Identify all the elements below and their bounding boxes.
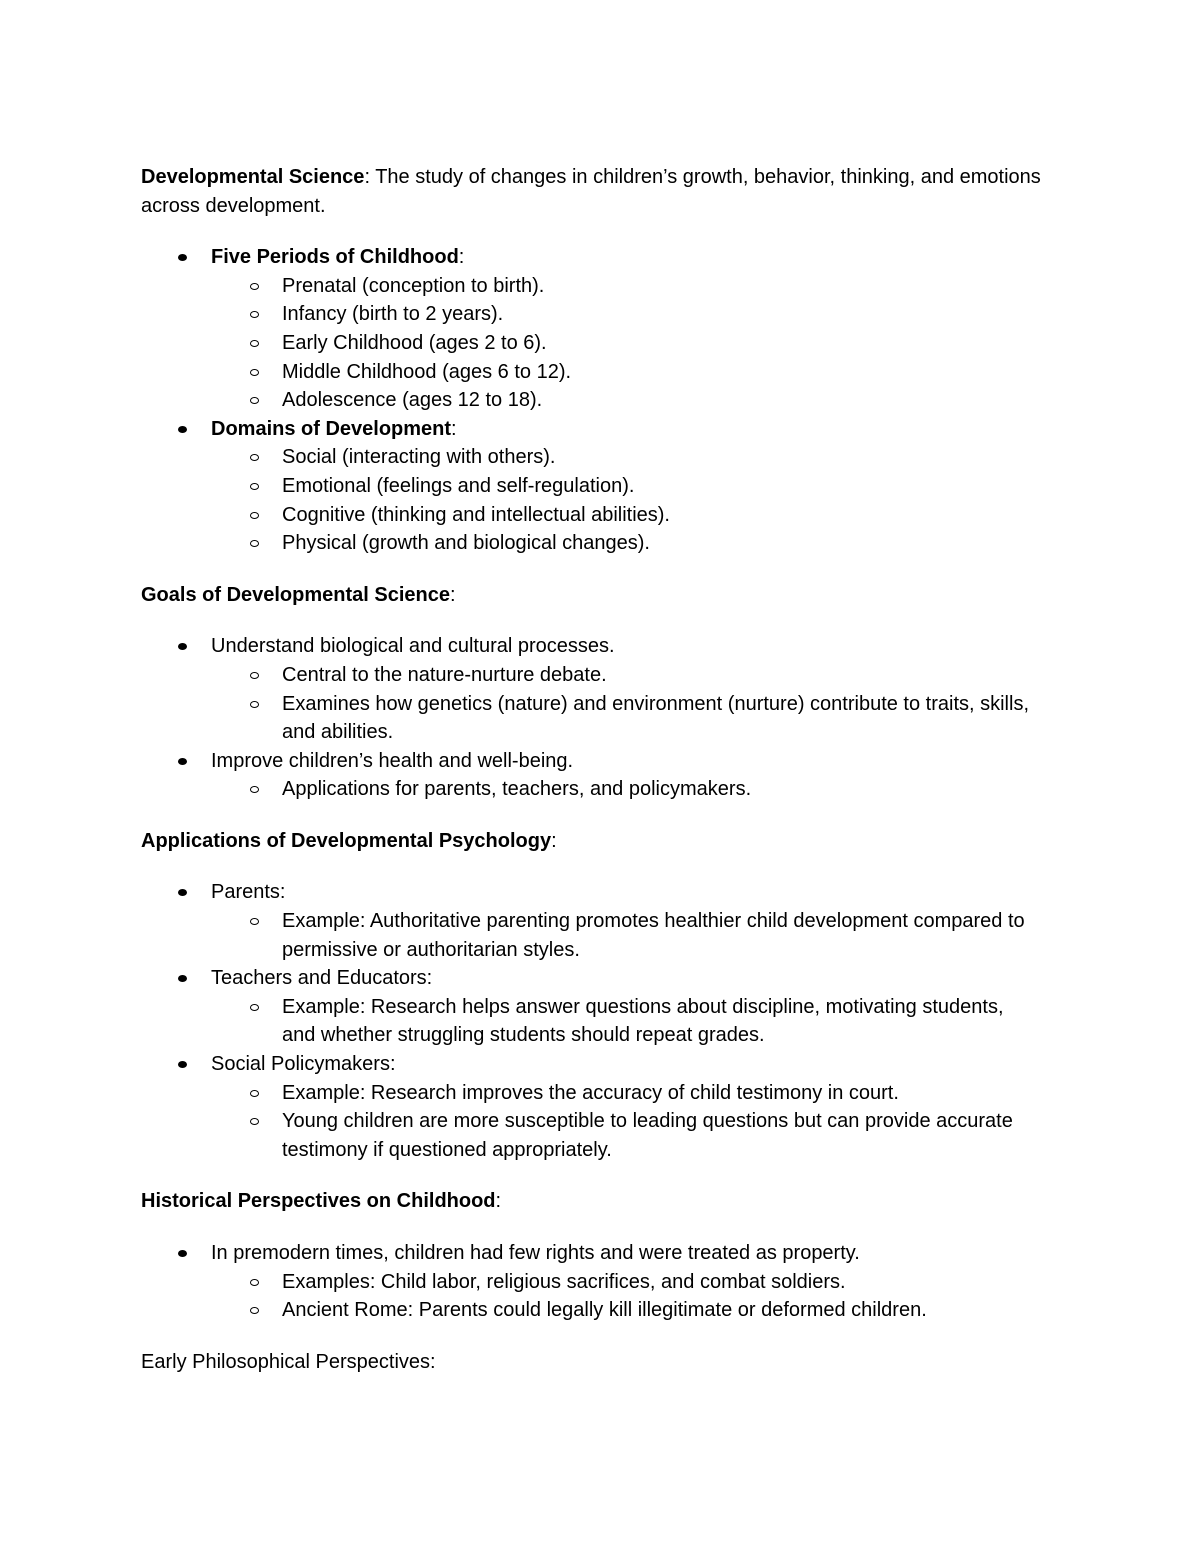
filled-bullet-icon: [178, 758, 187, 765]
list-item: Prenatal (conception to birth).: [211, 272, 1041, 301]
philosophical-heading: Early Philosophical Perspectives:: [141, 1350, 436, 1373]
filled-bullet-icon: [178, 1061, 187, 1068]
filled-bullet-icon: [178, 1250, 187, 1257]
hollow-bullet-icon: [250, 540, 259, 547]
hollow-bullet-icon: [250, 483, 259, 490]
intro-colon: :: [364, 166, 370, 188]
list-item: Examples: Child labor, religious sacrifices, and combat soldiers.: [211, 1268, 1041, 1297]
list-item: Ancient Rome: Parents could legally kill illegitimate or deformed children.: [211, 1296, 1041, 1325]
list-item: Applications for parents, teachers, and policymakers.: [211, 775, 1041, 804]
filled-bullet-icon: [178, 254, 187, 261]
list-item: Example: Research helps answer questions about discipline, motivating students, and whether struggling students should repeat grades.: [211, 993, 1041, 1050]
list-item: Example: Authoritative parenting promotes healthier child development compared to permissive or authoritarian styles.: [211, 907, 1041, 964]
list-item: Social Policymakers: Example: Research improves the accuracy of child testimony in court. Young children are more susceptible to leading questions but can provide accurate testimony if questioned appropriately.: [141, 1050, 1041, 1164]
hollow-bullet-icon: [250, 1279, 259, 1286]
list-item: Teachers and Educators: Example: Research helps answer questions about discipline, motivating students, and whether struggling students should repeat grades.: [141, 964, 1041, 1050]
hollow-bullet-icon: [250, 1090, 259, 1097]
intro-definition: The study of changes in children’s growth, behavior, thinking, and emotions across development.: [141, 166, 1041, 217]
hollow-bullet-icon: [250, 672, 259, 679]
filled-bullet-icon: [178, 889, 187, 896]
hollow-bullet-icon: [250, 1004, 259, 1011]
document-page: [141, 163, 1041, 1376]
goals-sublist: [211, 661, 1041, 747]
periods-sublist: [211, 272, 1041, 415]
goals-list: [141, 632, 1041, 804]
hollow-bullet-icon: [250, 283, 259, 290]
hollow-bullet-icon: [250, 701, 259, 708]
intro-paragraph: [141, 163, 1041, 220]
list-item-domains: Domains of Development: Social (interacting with others). Emotional (feelings and self-regulation). Cognitive (thinking and intellectual abilities). Physical (growth and biological changes).: [141, 415, 1041, 558]
list-item: Parents: Example: Authoritative parenting promotes healthier child development compared to permissive or authoritarian styles.: [141, 878, 1041, 964]
applications-sublist: [211, 1079, 1041, 1165]
applications-sublist: [211, 907, 1041, 964]
applications-heading: Applications of Developmental Psychology:: [141, 829, 557, 852]
list-item-periods: Five Periods of Childhood: Prenatal (conception to birth). Infancy (birth to 2 years). Early Childhood (ages 2 to 6). Middle Childhood (ages 6 to 12). Adolescence (ages 12 to 18).: [141, 243, 1041, 415]
hollow-bullet-icon: [250, 340, 259, 347]
list-item: Young children are more susceptible to leading questions but can provide accurate testimony if questioned appropriately.: [211, 1107, 1041, 1164]
filled-bullet-icon: [178, 426, 187, 433]
periods-title: Five Periods of Childhood: [211, 246, 459, 269]
filled-bullet-icon: [178, 643, 187, 650]
hollow-bullet-icon: [250, 918, 259, 925]
goals-heading: Goals of Developmental Science:: [141, 583, 456, 606]
list-item: Infancy (birth to 2 years).: [211, 300, 1041, 329]
goals-sublist: [211, 775, 1041, 804]
hollow-bullet-icon: [250, 1118, 259, 1125]
hollow-bullet-icon: [250, 1307, 259, 1314]
list-item: Adolescence (ages 12 to 18).: [211, 386, 1041, 415]
domains-title: Domains of Development: [211, 417, 452, 440]
hollow-bullet-icon: [250, 311, 259, 318]
hollow-bullet-icon: [250, 369, 259, 376]
list-item: Central to the nature-nurture debate.: [211, 661, 1041, 690]
list-item: Cognitive (thinking and intellectual abilities).: [211, 501, 1041, 530]
filled-bullet-icon: [178, 975, 187, 982]
hollow-bullet-icon: [250, 512, 259, 519]
hollow-bullet-icon: [250, 454, 259, 461]
list-item: Examines how genetics (nature) and environment (nurture) contribute to traits, skills, and abilities.: [211, 690, 1041, 747]
domains-sublist: [211, 443, 1041, 557]
applications-list: [141, 878, 1041, 1164]
list-item: Social (interacting with others).: [211, 443, 1041, 472]
list-item: Improve children’s health and well-being. Applications for parents, teachers, and policymakers.: [141, 747, 1041, 804]
list-item: Early Childhood (ages 2 to 6).: [211, 329, 1041, 358]
list-item: Example: Research improves the accuracy of child testimony in court.: [211, 1079, 1041, 1108]
history-sublist: [211, 1268, 1041, 1325]
childhood-list: [141, 243, 1041, 558]
list-item: In premodern times, children had few rights and were treated as property. Examples: Child labor, religious sacrifices, and combat soldiers. Ancient Rome: Parents could legally kill illegitimate or deformed children.: [141, 1239, 1041, 1325]
list-item: Physical (growth and biological changes).: [211, 529, 1041, 558]
history-list: [141, 1239, 1041, 1325]
list-item: Emotional (feelings and self-regulation).: [211, 472, 1041, 501]
hollow-bullet-icon: [250, 397, 259, 404]
applications-sublist: [211, 993, 1041, 1050]
hollow-bullet-icon: [250, 786, 259, 793]
list-item: Understand biological and cultural processes. Central to the nature-nurture debate. Examines how genetics (nature) and environment (nurture) contribute to traits, skills, and abilities.: [141, 632, 1041, 746]
list-item: Middle Childhood (ages 6 to 12).: [211, 358, 1041, 387]
intro-term: Developmental Science: [141, 166, 365, 188]
history-heading: Historical Perspectives on Childhood:: [141, 1190, 502, 1213]
